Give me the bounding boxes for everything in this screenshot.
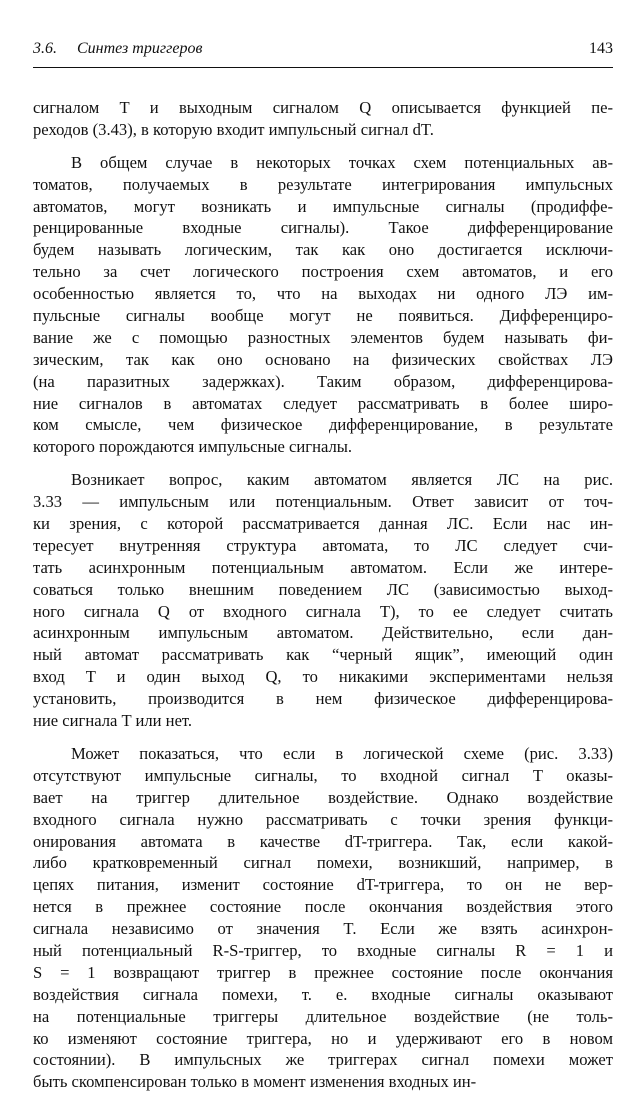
text-line: сигнала независимо от значения T. Если же взять асинхрон-: [33, 919, 613, 939]
text-line: либо кратковременный сигнал помехи, возникший, например, в: [33, 853, 613, 873]
paragraph-gap: [33, 141, 613, 152]
text-line: соваться только внешним поведением ЛС (зависимостью выход-: [33, 579, 613, 599]
text-line: на потенциальные триггеры длительное воздействие (не толь-: [33, 1006, 613, 1026]
text-line: Возникает вопрос, каким автоматом является ЛС на рис.: [71, 470, 613, 490]
text-line: вает на триггер длительное воздействие. Однако воздействие: [33, 787, 613, 807]
paragraph-gap: [33, 732, 613, 743]
text-line: быть скомпенсирован только в момент изменения входных ин-: [33, 1072, 477, 1092]
text-line: S = 1 возвращают триггер в прежнее состояние после окончания: [33, 962, 613, 982]
text-line: (на паразитных задержках). Таким образом, дифференцирова-: [33, 371, 613, 391]
text-line: тать асинхронным потенциальным автоматом. Если же интере-: [33, 557, 613, 577]
text-line: отсутствуют импульсные сигналы, то входной сигнал T оказы-: [33, 765, 613, 785]
text-line: особенностью является то, что на выходах ни одного ЛЭ им-: [33, 284, 613, 304]
text-line: тересует внутренняя структура автомата, то ЛС следует счи-: [33, 535, 613, 555]
text-line: вход T и один выход Q, то никакими экспериментами нельзя: [33, 667, 613, 687]
text-line: цепях питания, изменит состояние dT-триггера, то он не вер-: [33, 875, 613, 895]
text-line: онирования автомата в качестве dT-триггера. Так, если какой-: [33, 831, 613, 851]
text-line: ренцированные входные сигналы). Такое дифференцирование: [33, 218, 613, 238]
page-number: 143: [589, 40, 613, 57]
paragraph: [33, 152, 613, 458]
text-line: тельно за счет логического построения схем автоматов, и его: [33, 262, 613, 282]
text-line: пульсные сигналы вообще могут не появиться. Дифференциро-: [33, 306, 613, 326]
text-line: 3.33 — импульсным или потенциальным. Ответ зависит от точ-: [33, 492, 613, 512]
text-line: реходов (3.43), в которую входит импульсный сигнал dT.: [33, 119, 434, 139]
text-line: воздействия сигнала помехи, т. е. входные сигналы оказывают: [33, 984, 613, 1004]
paragraph: [33, 469, 613, 732]
text-line: состоянии). В импульсных же триггерах сигнал помехи может: [33, 1050, 613, 1070]
text-line: ние сигнала T или нет.: [33, 711, 193, 731]
text-line: сигналом T и выходным сигналом Q описывается функцией пе-: [33, 98, 613, 117]
text-line: автоматов, могут возникать и импульсные сигналы (продиффе-: [33, 196, 613, 216]
text-line: установить, производится в нем физическое дифференцирова-: [33, 689, 613, 709]
text-line: ки зрения, с которой рассматривается данная ЛС. Если нас ин-: [33, 514, 613, 534]
text-line: входного сигнала нужно рассматривать с точки зрения функци-: [33, 809, 613, 829]
text-line: томатов, получаемых в результате интегрирования импульсных: [33, 174, 613, 194]
text-line: нется в прежнее состояние после окончания воздействия этого: [33, 897, 613, 917]
text-line: которого порождаются импульсные сигналы.: [33, 437, 353, 457]
text-line: ко изменяют состояние триггера, но и удерживают его в новом: [33, 1028, 613, 1048]
paragraph-gap: [33, 458, 613, 469]
text-line: ный потенциальный R-S-триггер, то входные сигналы R = 1 и: [33, 940, 613, 960]
header-rule: [33, 67, 613, 68]
text-line: асинхронным импульсным автоматом. Действительно, если дан-: [33, 623, 613, 643]
running-head: [33, 40, 613, 64]
text-line: ние сигналов в автоматах следует рассматривать в более широ-: [33, 393, 613, 413]
text-line: будем называть логическим, так как оно достигается исключи-: [33, 240, 613, 260]
text-line: ком смысле, чем физическое дифференцирование, в результате: [33, 415, 613, 435]
text-line: вание же с помощью разностных элементов будем называть фи-: [33, 327, 613, 347]
text-line: зическим, так как оно основано на физических свойствах ЛЭ: [33, 349, 613, 369]
text-line: ного сигнала Q от входного сигнала T), то ее следует считать: [33, 601, 613, 621]
paragraph: [33, 97, 613, 141]
paragraph: [33, 743, 613, 1093]
text-line: ный автомат рассматривать как “черный ящик”, имеющий один: [33, 645, 613, 665]
body-text: [33, 97, 613, 1093]
text-line: В общем случае в некоторых точках схем потенциальных ав-: [71, 152, 613, 172]
section-number: 3.6.: [33, 40, 57, 57]
text-line: Может показаться, что если в логической схеме (рис. 3.33): [71, 743, 613, 763]
section-title: Синтез триггеров: [77, 40, 203, 57]
